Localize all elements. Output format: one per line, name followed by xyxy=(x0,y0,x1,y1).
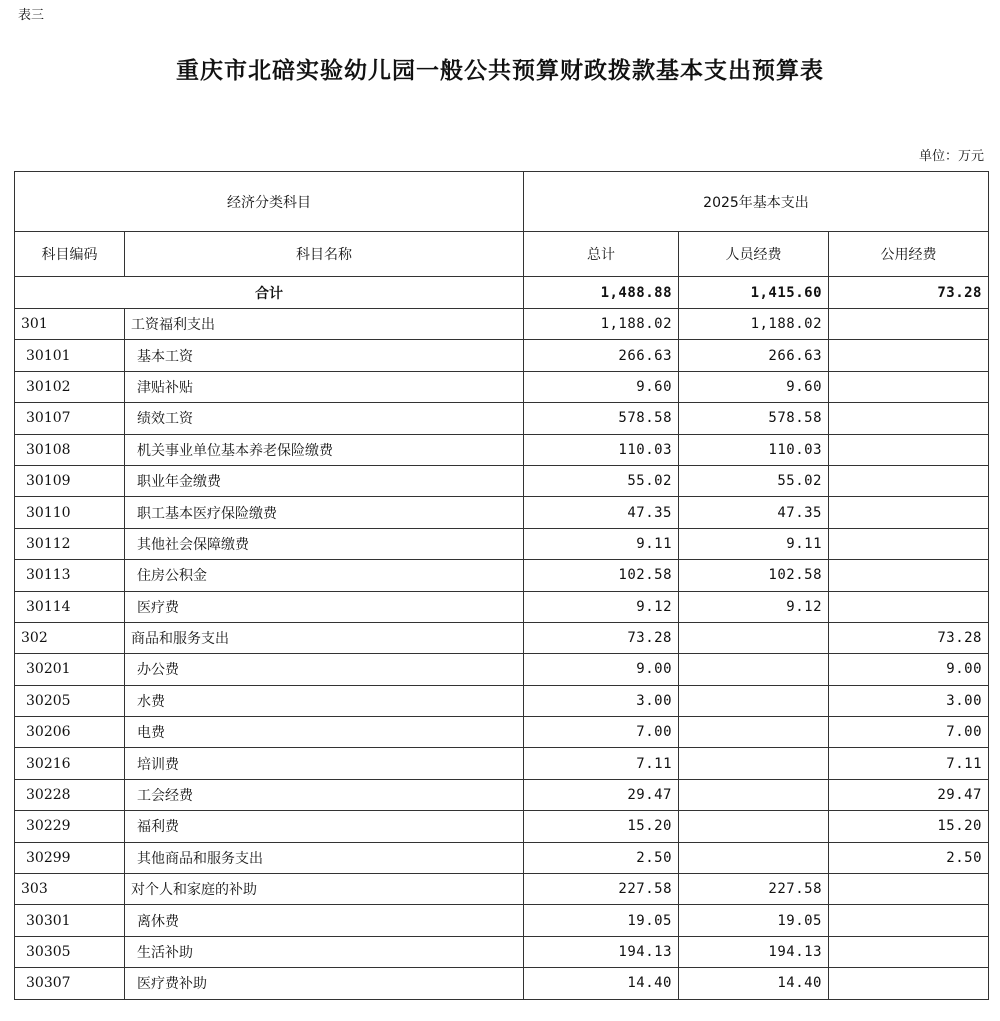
public-cell: 2.50 xyxy=(829,842,989,873)
subject-name-cell: 绩效工资 xyxy=(125,403,524,434)
table-row xyxy=(15,874,989,905)
total-cell: 194.13 xyxy=(524,936,679,967)
subject-code-cell: 30201 xyxy=(15,654,125,685)
personnel-cell: 9.11 xyxy=(679,528,829,559)
subject-code-cell: 30206 xyxy=(15,717,125,748)
subject-code-cell: 30102 xyxy=(15,371,125,402)
header-subject-code: 科目编码 xyxy=(15,232,125,277)
public-cell xyxy=(829,905,989,936)
subject-name-cell: 职业年金缴费 xyxy=(125,465,524,496)
public-cell xyxy=(829,340,989,371)
total-cell: 2.50 xyxy=(524,842,679,873)
subject-name-cell: 生活补助 xyxy=(125,936,524,967)
header-group-row xyxy=(15,172,989,232)
public-cell: 29.47 xyxy=(829,779,989,810)
subject-code-cell: 30299 xyxy=(15,842,125,873)
subject-code-cell: 30301 xyxy=(15,905,125,936)
subject-code-cell: 30305 xyxy=(15,936,125,967)
total-row xyxy=(15,277,989,309)
personnel-cell: 1,188.02 xyxy=(679,309,829,340)
subject-code-cell: 30216 xyxy=(15,748,125,779)
subject-code-cell: 302 xyxy=(15,622,125,653)
public-cell xyxy=(829,528,989,559)
total-cell: 7.11 xyxy=(524,748,679,779)
public-cell xyxy=(829,309,989,340)
table-row xyxy=(15,905,989,936)
table-row xyxy=(15,309,989,340)
total-cell: 9.00 xyxy=(524,654,679,685)
table-row xyxy=(15,340,989,371)
table-row xyxy=(15,936,989,967)
total-cell: 9.12 xyxy=(524,591,679,622)
public-cell: 15.20 xyxy=(829,811,989,842)
public-cell: 7.11 xyxy=(829,748,989,779)
public-cell xyxy=(829,403,989,434)
document-label: 表三 xyxy=(18,8,45,23)
personnel-cell: 14.40 xyxy=(679,968,829,999)
table-row xyxy=(15,717,989,748)
subject-code-cell: 30307 xyxy=(15,968,125,999)
total-cell: 73.28 xyxy=(524,622,679,653)
subject-code-cell: 301 xyxy=(15,309,125,340)
total-cell: 15.20 xyxy=(524,811,679,842)
subject-name-cell: 津贴补贴 xyxy=(125,371,524,402)
total-cell: 47.35 xyxy=(524,497,679,528)
subject-name-cell: 水费 xyxy=(125,685,524,716)
header-economic-category: 经济分类科目 xyxy=(15,172,524,232)
table-row xyxy=(15,842,989,873)
public-cell xyxy=(829,371,989,402)
subject-name-cell: 办公费 xyxy=(125,654,524,685)
public-cell xyxy=(829,434,989,465)
page-title: 重庆市北碚实验幼儿园一般公共预算财政拨款基本支出预算表 xyxy=(176,58,824,84)
public-cell xyxy=(829,465,989,496)
subject-name-cell: 培训费 xyxy=(125,748,524,779)
total-cell: 3.00 xyxy=(524,685,679,716)
table-row xyxy=(15,685,989,716)
subject-code-cell: 30109 xyxy=(15,465,125,496)
total-cell: 9.11 xyxy=(524,528,679,559)
public-cell xyxy=(829,968,989,999)
header-total: 总计 xyxy=(524,232,679,277)
total-cell: 102.58 xyxy=(524,560,679,591)
subject-code-cell: 30108 xyxy=(15,434,125,465)
table-row xyxy=(15,622,989,653)
personnel-cell xyxy=(679,622,829,653)
public-cell: 7.00 xyxy=(829,717,989,748)
personnel-cell: 110.03 xyxy=(679,434,829,465)
subject-name-cell: 电费 xyxy=(125,717,524,748)
personnel-cell xyxy=(679,685,829,716)
personnel-cell: 227.58 xyxy=(679,874,829,905)
header-personnel: 人员经费 xyxy=(679,232,829,277)
unit-label: 单位：万元 xyxy=(918,149,984,164)
total-public: 73.28 xyxy=(829,277,989,309)
personnel-cell: 19.05 xyxy=(679,905,829,936)
subject-code-cell: 30228 xyxy=(15,779,125,810)
personnel-cell xyxy=(679,717,829,748)
public-cell: 3.00 xyxy=(829,685,989,716)
total-label: 合计 xyxy=(15,277,524,309)
public-cell: 73.28 xyxy=(829,622,989,653)
subject-code-cell: 30107 xyxy=(15,403,125,434)
subject-code-cell: 30113 xyxy=(15,560,125,591)
personnel-cell: 102.58 xyxy=(679,560,829,591)
public-cell xyxy=(829,936,989,967)
total-cell: 55.02 xyxy=(524,465,679,496)
table-row xyxy=(15,403,989,434)
budget-table xyxy=(14,171,989,1000)
subject-name-cell: 其他商品和服务支出 xyxy=(125,842,524,873)
personnel-cell xyxy=(679,842,829,873)
subject-name-cell: 对个人和家庭的补助 xyxy=(125,874,524,905)
subject-name-cell: 机关事业单位基本养老保险缴费 xyxy=(125,434,524,465)
total-personnel: 1,415.60 xyxy=(679,277,829,309)
subject-name-cell: 商品和服务支出 xyxy=(125,622,524,653)
total-cell: 227.58 xyxy=(524,874,679,905)
public-cell xyxy=(829,874,989,905)
subject-code-cell: 30101 xyxy=(15,340,125,371)
total-cell: 14.40 xyxy=(524,968,679,999)
total-cell: 266.63 xyxy=(524,340,679,371)
table-row xyxy=(15,654,989,685)
personnel-cell: 194.13 xyxy=(679,936,829,967)
public-cell: 9.00 xyxy=(829,654,989,685)
public-cell xyxy=(829,591,989,622)
personnel-cell xyxy=(679,811,829,842)
subject-name-cell: 福利费 xyxy=(125,811,524,842)
personnel-cell xyxy=(679,779,829,810)
personnel-cell: 9.60 xyxy=(679,371,829,402)
table-row xyxy=(15,811,989,842)
table-row xyxy=(15,748,989,779)
table-row xyxy=(15,465,989,496)
header-column-row xyxy=(15,232,989,277)
subject-name-cell: 工资福利支出 xyxy=(125,309,524,340)
subject-code-cell: 30114 xyxy=(15,591,125,622)
subject-name-cell: 住房公积金 xyxy=(125,560,524,591)
total-cell: 1,188.02 xyxy=(524,309,679,340)
header-public: 公用经费 xyxy=(829,232,989,277)
subject-name-cell: 医疗费 xyxy=(125,591,524,622)
subject-name-cell: 工会经费 xyxy=(125,779,524,810)
personnel-cell xyxy=(679,654,829,685)
total-cell: 578.58 xyxy=(524,403,679,434)
total-cell: 7.00 xyxy=(524,717,679,748)
subject-name-cell: 职工基本医疗保险缴费 xyxy=(125,497,524,528)
total-cell: 29.47 xyxy=(524,779,679,810)
personnel-cell: 266.63 xyxy=(679,340,829,371)
subject-name-cell: 基本工资 xyxy=(125,340,524,371)
table-row xyxy=(15,497,989,528)
personnel-cell: 578.58 xyxy=(679,403,829,434)
header-subject-name: 科目名称 xyxy=(125,232,524,277)
subject-name-cell: 离休费 xyxy=(125,905,524,936)
subject-code-cell: 30229 xyxy=(15,811,125,842)
personnel-cell: 9.12 xyxy=(679,591,829,622)
table-row xyxy=(15,528,989,559)
table-row xyxy=(15,560,989,591)
total-amount: 1,488.88 xyxy=(524,277,679,309)
subject-name-cell: 医疗费补助 xyxy=(125,968,524,999)
table-row xyxy=(15,371,989,402)
table-row xyxy=(15,779,989,810)
total-cell: 110.03 xyxy=(524,434,679,465)
subject-code-cell: 30110 xyxy=(15,497,125,528)
total-cell: 19.05 xyxy=(524,905,679,936)
subject-code-cell: 303 xyxy=(15,874,125,905)
public-cell xyxy=(829,560,989,591)
table-row xyxy=(15,968,989,999)
total-cell: 9.60 xyxy=(524,371,679,402)
table-row xyxy=(15,434,989,465)
personnel-cell: 55.02 xyxy=(679,465,829,496)
personnel-cell xyxy=(679,748,829,779)
table-row xyxy=(15,591,989,622)
public-cell xyxy=(829,497,989,528)
subject-code-cell: 30205 xyxy=(15,685,125,716)
header-basic-expenditure: 2025年基本支出 xyxy=(524,172,989,232)
subject-name-cell: 其他社会保障缴费 xyxy=(125,528,524,559)
subject-code-cell: 30112 xyxy=(15,528,125,559)
personnel-cell: 47.35 xyxy=(679,497,829,528)
